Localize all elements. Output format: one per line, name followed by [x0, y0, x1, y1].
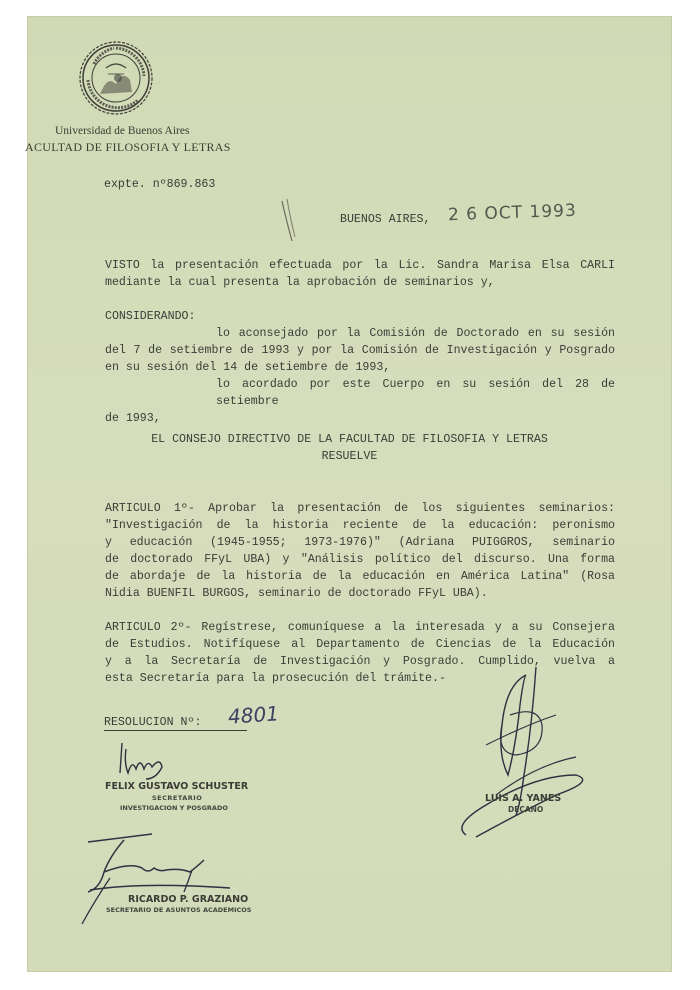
visto-line: mediante la cual presenta la aprobación de seminarios y,: [105, 276, 495, 289]
resolution-label: RESOLUCION Nº:: [104, 716, 247, 731]
resolution-number: 4801: [227, 701, 280, 729]
considerando-paragraph-1: [105, 325, 615, 376]
university-name: Universidad de Buenos Aires: [55, 125, 190, 137]
considerando-paragraph-2: [105, 376, 615, 427]
pen-mark-icon: [278, 195, 298, 245]
council-title: EL CONSEJO DIRECTIVO DE LA FACULTAD DE FILOSOFIA Y LETRAS: [151, 433, 548, 446]
faculty-name: ACULTAD DE FILOSOFIA Y LETRAS: [25, 140, 231, 154]
considerando-line: del 7 de setiembre de 1993 y por la Comisión de Investigación y Posgrado: [105, 344, 615, 357]
signatory-name-schuster: FELIX GUSTAVO SCHUSTER: [105, 781, 249, 792]
article-line: Nidia BUENFIL BURGOS, seminario de doctorado FFyL UBA).: [105, 587, 488, 600]
signatory-name-graziano: RICARDO P. GRAZIANO: [128, 894, 249, 905]
article-line: esta Secretaría para la prosecución del trámite.-: [105, 672, 446, 685]
signatory-name-yanes: LUIS A. YANES: [485, 793, 562, 804]
signatory-subtitle-schuster: INVESTIGACION Y POSGRADO: [120, 804, 228, 812]
resuelve-heading: RESUELVE: [321, 450, 378, 463]
visto-paragraph: [105, 257, 615, 291]
considerando-heading: CONSIDERANDO:: [105, 310, 196, 323]
signature-schuster-icon: [116, 739, 176, 781]
considerando-line: lo aconsejado por la Comisión de Doctorado en su sesión: [216, 327, 615, 340]
considerando-line: lo acordado por este Cuerpo en su sesión del 28 de setiembre: [216, 378, 615, 408]
article-line: de abordaje de la historia de la educación en América Latina" (Rosa: [105, 570, 615, 583]
university-seal-icon: [78, 40, 154, 116]
article-line: y educación (1945-1955; 1973-1976)" (Adriana PUIGGROS, seminario: [105, 536, 615, 549]
file-number: expte. nº869.863: [104, 178, 216, 191]
considerando-line: en su sesión del 14 de setiembre de 1993,: [105, 361, 391, 374]
signatory-title-graziano: SECRETARIO DE ASUNTOS ACADEMICOS: [106, 906, 252, 914]
signatory-title-yanes: DECANO: [508, 805, 544, 814]
article-line: "Investigación de la historia reciente de la educación: peronismo: [105, 519, 615, 532]
date-stamp: 2 6 OCT 1993: [447, 200, 578, 226]
signature-yanes-icon: [446, 665, 596, 845]
document-page: [25, 17, 671, 971]
visto-line: VISTO la presentación efectuada por la Lic. Sandra Marisa Elsa CARLI: [105, 259, 615, 272]
article-line: de doctorado FFyL UBA) y "Análisis político del discurso. Una forma: [105, 553, 615, 566]
considerando-line: de 1993,: [105, 412, 161, 425]
place: BUENOS AIRES,: [340, 213, 431, 226]
article-line: ARTICULO 2º- Regístrese, comuníquese a la interesada y a su Consejera: [105, 621, 615, 634]
article-1: [105, 500, 615, 602]
signature-graziano-icon: [80, 832, 260, 932]
article-line: de Estudios. Notifíquese al Departamento de Ciencias de la Educación: [105, 638, 615, 651]
article-line: ARTICULO 1º- Aprobar la presentación de los siguientes seminarios:: [105, 502, 615, 515]
article-line: y a la Secretaría de Investigación y Posgrado. Cumplido, vuelva a: [105, 655, 615, 668]
signatory-title-schuster: SECRETARIO: [152, 794, 203, 802]
